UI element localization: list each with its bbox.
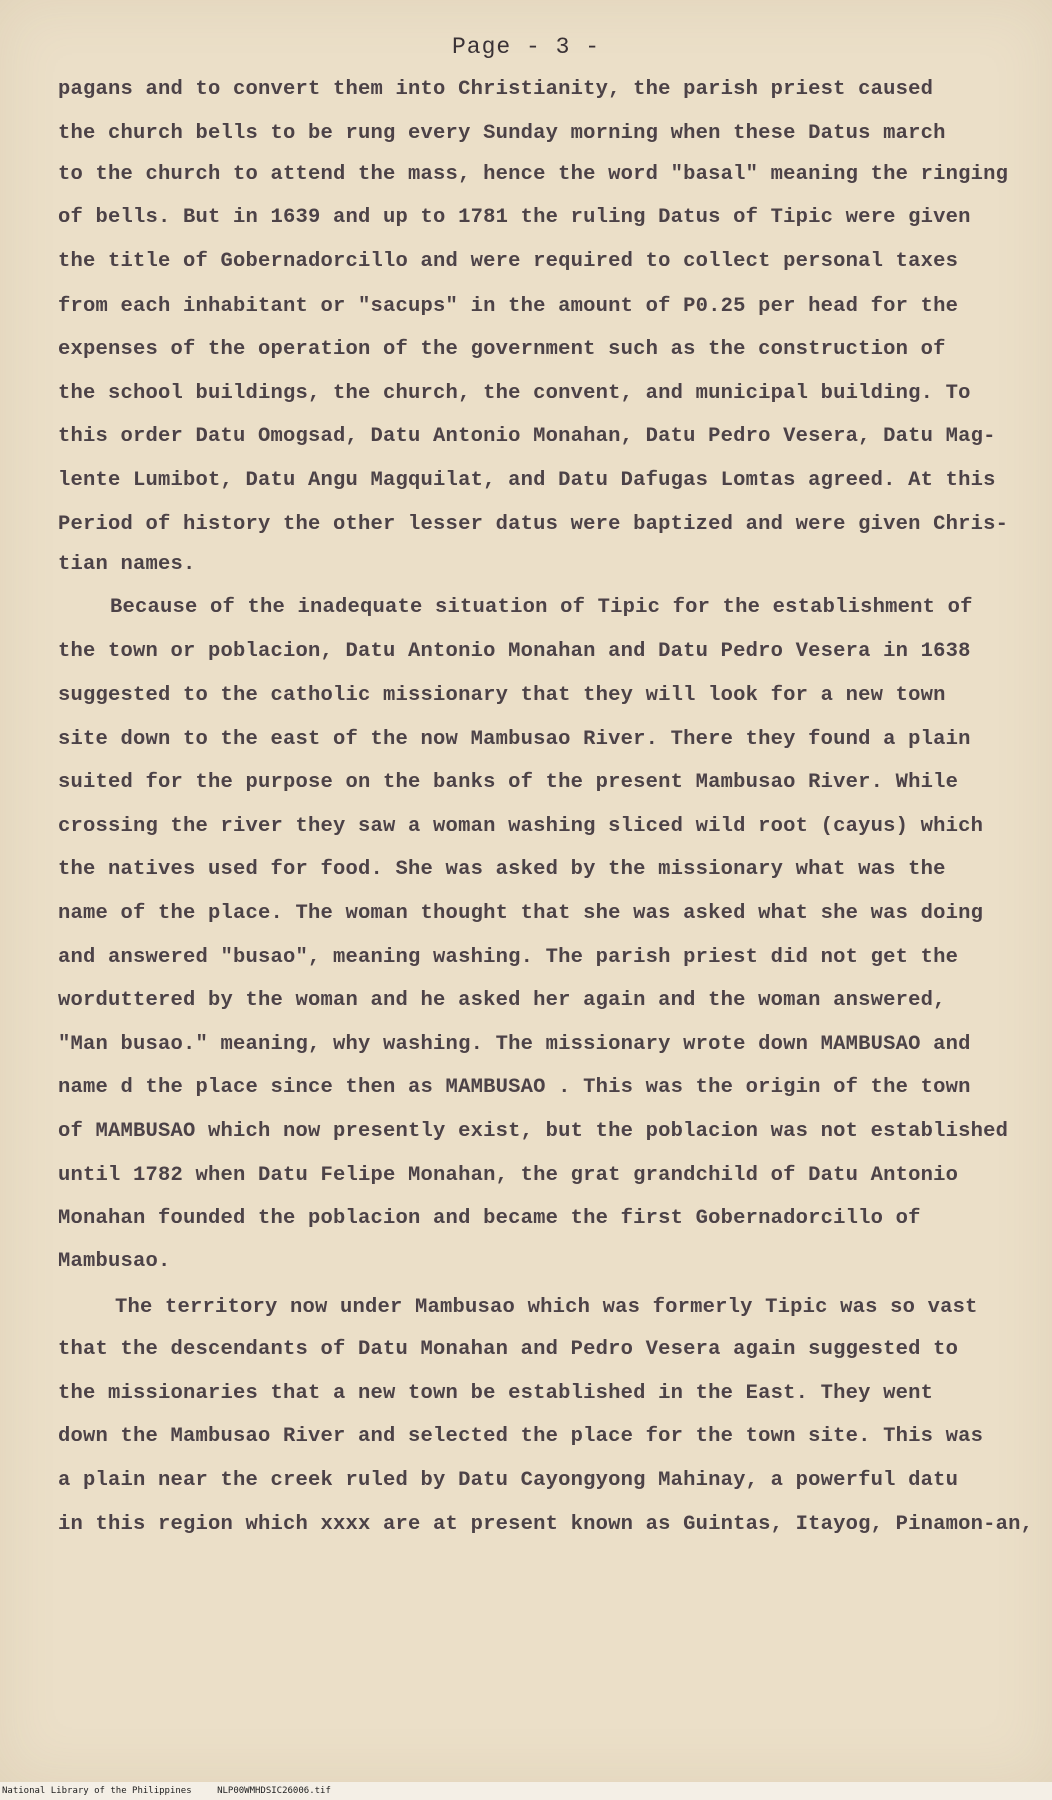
scan-footer	[0, 1782, 1052, 1800]
text-line: suggested to the catholic missionary that they will look for a new town	[58, 684, 946, 707]
text-line: site down to the east of the now Mambusao River. There they found a plain	[58, 728, 971, 751]
text-line: name of the place. The woman thought that she was asked what she was doing	[58, 902, 984, 925]
text-line: this order Datu Omogsad, Datu Antonio Monahan, Datu Pedro Vesera, Datu Mag-	[58, 425, 996, 448]
text-line: the title of Gobernadorcillo and were required to collect personal taxes	[58, 250, 959, 273]
text-line: suited for the purpose on the banks of the present Mambusao River. While	[58, 771, 959, 794]
text-line: down the Mambusao River and selected the place for the town site. This was	[58, 1425, 984, 1448]
text-line: and answered "busao", meaning washing. The parish priest did not get the	[58, 946, 959, 969]
text-line: name d the place since then as MAMBUSAO . This was the origin of the town	[58, 1076, 971, 1099]
text-line: the natives used for food. She was asked by the missionary what was the	[58, 858, 946, 881]
text-line: expenses of the operation of the government such as the construction of	[58, 338, 946, 361]
text-line: the church bells to be rung every Sunday morning when these Datus march	[58, 122, 946, 145]
text-line: from each inhabitant or "sacups" in the amount of P0.25 per head for the	[58, 295, 959, 318]
text-line: Mambusao.	[58, 1250, 171, 1273]
text-line: of MAMBUSAO which now presently exist, but the poblacion was not established	[58, 1120, 1009, 1143]
text-line: that the descendants of Datu Monahan and Pedro Vesera again suggested to	[58, 1338, 959, 1361]
text-line: in this region which xxxx are at present known as Guintas, Itayog, Pinamon-an,	[58, 1513, 1034, 1536]
text-line: lente Lumibot, Datu Angu Magquilat, and Datu Dafugas Lomtas agreed. At this	[58, 469, 996, 492]
text-line: a plain near the creek ruled by Datu Cayongyong Mahinay, a powerful datu	[58, 1469, 959, 1492]
text-line: pagans and to convert them into Christianity, the parish priest caused	[58, 78, 934, 101]
footer-source: National Library of the Philippines	[2, 1786, 192, 1796]
text-line: the town or poblacion, Datu Antonio Monahan and Datu Pedro Vesera in 1638	[58, 640, 971, 663]
footer-filename: NLP00WMHDSIC26006.tif	[217, 1786, 331, 1796]
text-line: The territory now under Mambusao which was formerly Tipic was so vast	[115, 1296, 978, 1319]
text-line: worduttered by the woman and he asked her again and the woman answered,	[58, 989, 946, 1012]
page-header: Page - 3 -	[451, 34, 601, 60]
text-line: crossing the river they saw a woman washing sliced wild root (cayus) which	[58, 815, 984, 838]
text-line: of bells. But in 1639 and up to 1781 the ruling Datus of Tipic were given	[58, 206, 971, 229]
text-line: the school buildings, the church, the convent, and municipal building. To	[58, 382, 971, 405]
text-line: Period of history the other lesser datus were baptized and were given Chris-	[58, 513, 1009, 536]
text-line: Because of the inadequate situation of Tipic for the establishment of	[110, 596, 973, 619]
text-line: until 1782 when Datu Felipe Monahan, the grat grandchild of Datu Antonio	[58, 1164, 959, 1187]
text-line: "Man busao." meaning, why washing. The missionary wrote down MAMBUSAO and	[58, 1033, 971, 1056]
text-line: the missionaries that a new town be established in the East. They went	[58, 1382, 934, 1405]
text-line: to the church to attend the mass, hence the word "basal" meaning the ringing	[58, 163, 1009, 186]
text-line: Monahan founded the poblacion and became the first Gobernadorcillo of	[58, 1207, 921, 1230]
text-line: tian names.	[58, 553, 196, 576]
